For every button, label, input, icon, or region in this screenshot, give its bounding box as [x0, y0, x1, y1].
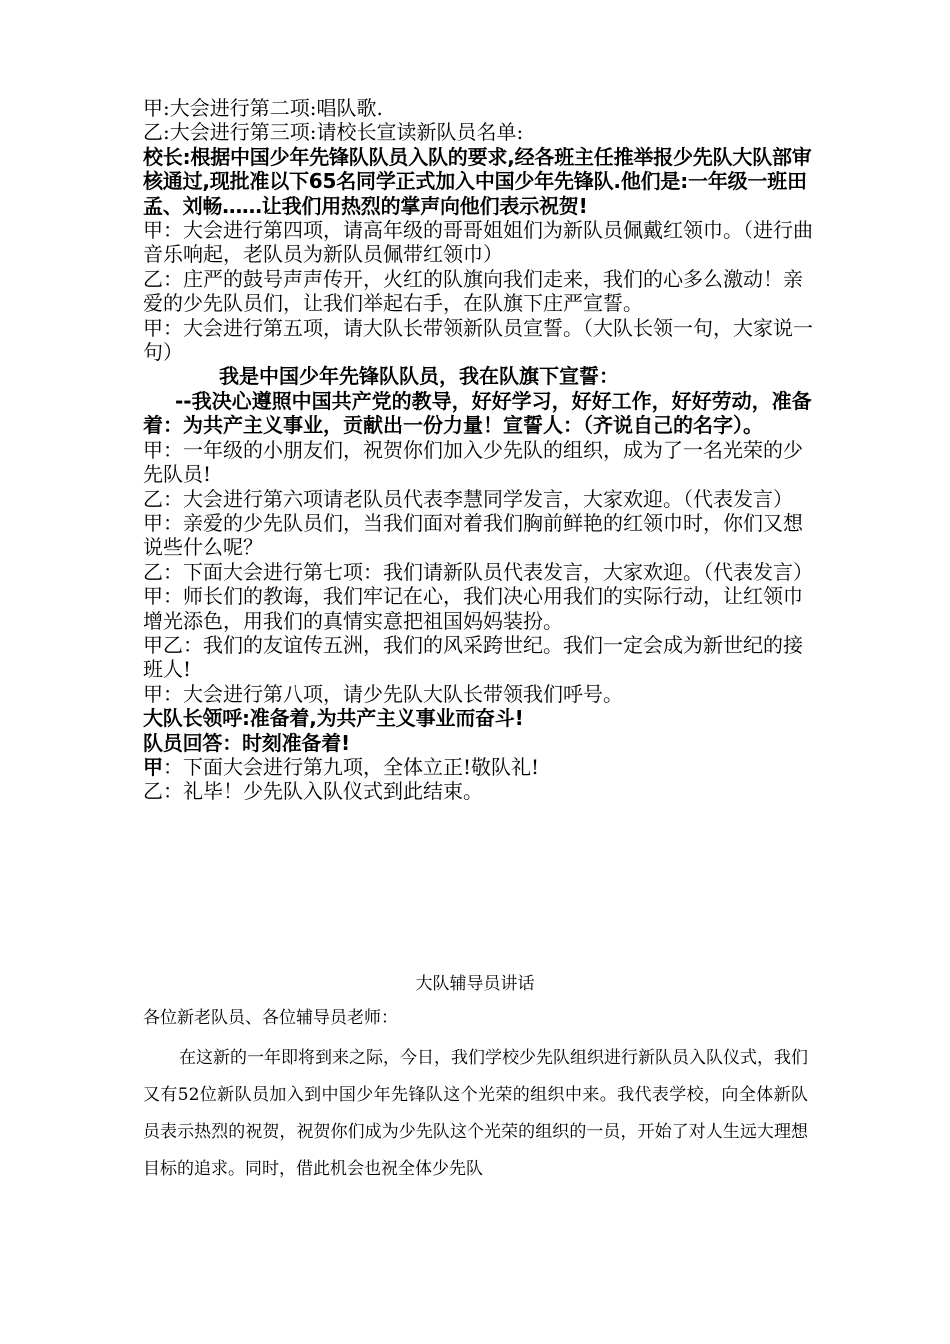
script-line: 乙：礼毕！少先队入队仪式到此结束。: [143, 779, 483, 804]
ceremony-script: [143, 96, 813, 804]
script-line: 乙：下面大会进行第七项：我们请新队员代表发言，大家欢迎。（代表发言）: [143, 559, 813, 584]
script-line: 甲：亲爱的少先队员们，当我们面对着我们胸前鲜艳的红领巾时，你们又想说些什么呢？: [143, 510, 803, 560]
slogan-call: 大队长领呼:准备着,为共产主义事业而奋斗!: [143, 706, 524, 731]
script-line: 甲：一年级的小朋友们，祝贺你们加入少先队的组织，成为了一名光荣的少先队员!: [143, 437, 803, 487]
principal-announcement: 校长:根据中国少年先锋队队员入队的要求,经各班主任推举报少先队大队部审核通过,现批准以下65名同学正式加入中国少年先锋队.他们是:一年级一班田孟、刘畅……让我们用热烈的掌声向他们表示祝贺!: [143, 144, 812, 218]
oath-text: --我决心遵照中国共产党的教导，好好学习，好好工作，好好劳动，准备着：为共产主义事业，贡献出一份力量！宣誓人：（齐说自己的名字）。: [143, 388, 812, 438]
script-line: [143, 755, 813, 779]
oath-heading: 我是中国少年先锋队队员，我在队旗下宣誓：: [219, 364, 619, 389]
script-line: 甲：大会进行第五项，请大队长带领新队员宣誓。（大队长领一句，大家说一句）: [143, 315, 813, 365]
script-line: 甲:大会进行第二项:唱队歌.: [143, 96, 383, 120]
script-line: 乙：大会进行第六项请老队员代表李慧同学发言，大家欢迎。（代表发言）: [143, 486, 793, 511]
slogan-response: 队员回答：时刻准备着!: [143, 730, 350, 755]
script-line: 甲：师长们的教诲，我们牢记在心，我们决心用我们的实际行动，让红领巾增光添色，用我们的真情实意把祖国妈妈装扮。: [143, 584, 803, 633]
script-line: 甲：大会进行第四项，请高年级的哥哥姐姐们为新队员佩戴红领巾。（进行曲音乐响起，老队员为新队员佩带红领巾）: [143, 218, 813, 267]
speech-title: 大队辅导员讲话: [415, 974, 535, 994]
speech-greeting: 各位新老队员、各位辅导员老师：: [143, 1008, 398, 1028]
script-line: 甲：大会进行第八项，请少先队大队长带领我们呼号。: [143, 681, 623, 706]
script-line: 乙：庄严的鼓号声声传开，火红的队旗向我们走来，我们的心多么激动！亲爱的少先队员们，让我们举起右手，在队旗下庄严宣誓。: [143, 266, 803, 316]
script-line-text: ：下面大会进行第九项，全体立正!敬队礼!: [163, 754, 540, 779]
speech-body: 在这新的一年即将到来之际，今日，我们学校少先队组织进行新队员入队仪式，我们又有52位新队员加入到中国少年先锋队这个光荣的组织中来。我代表学校，向全体新队员表示热烈的祝贺，祝贺你们成为少先队这个光荣的组织的一员，开始了对人生远大理想目标的追求。同时，借此机会也祝全体少先队: [143, 1048, 808, 1179]
speaker-label: 甲: [143, 754, 163, 779]
script-line: 甲乙：我们的友谊传五洲，我们的风采跨世纪。我们一定会成为新世纪的接班人!: [143, 632, 803, 682]
script-line: 乙:大会进行第三项:请校长宣读新队员名单:: [143, 120, 524, 145]
